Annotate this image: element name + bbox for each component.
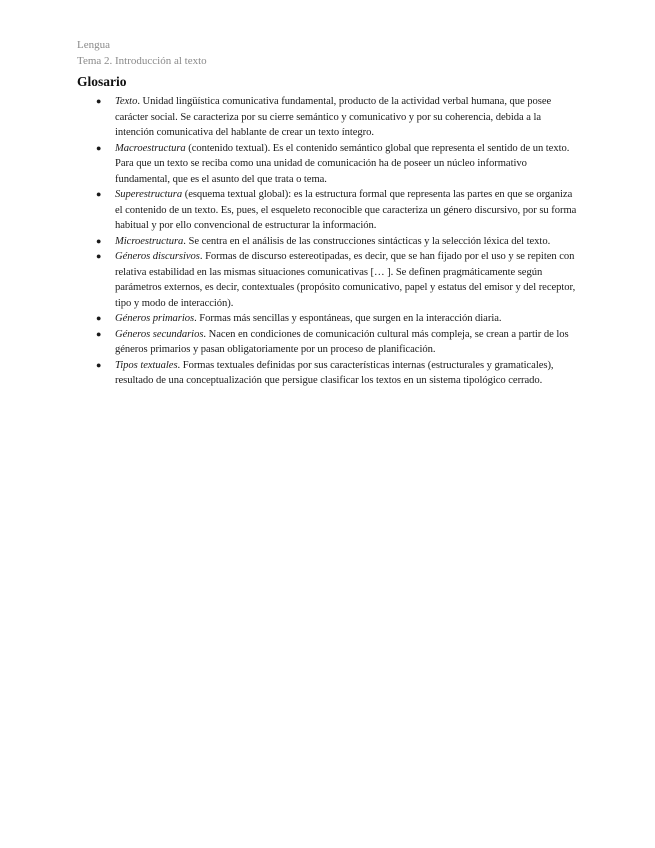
topic-header: Tema 2. Introducción al texto [77, 55, 207, 67]
bullet-icon: ● [96, 96, 102, 106]
glossary-item [77, 358, 582, 389]
bullet-icon: ● [96, 251, 102, 261]
bullet-icon: ● [96, 328, 102, 339]
glossary-item [77, 249, 582, 311]
glossary-term: Texto [115, 96, 138, 107]
bullet-icon: ● [96, 313, 102, 323]
glossary-definition: (esquema textual global): es la estructura formal que representa las partes en que se organiza el contenido de un texto. Es, pues, el esqueleto reconocible que caracteriza un género discursivo, por su forma habitual y por ello convencional de estructurar la información. [115, 189, 577, 231]
bullet-icon: ● [96, 142, 102, 153]
glossary-item [77, 141, 582, 188]
glossary-term: Géneros primarios [115, 313, 195, 324]
glossary-term: Géneros discursivos [115, 251, 200, 262]
glossary-definition: . Formas textuales definidas por sus características internas (estructurales y gramaticales), resultado de una conceptualización que persigue clasificar los textos en un sistema tipológico cerrado. [115, 359, 554, 386]
glossary-definition: . Unidad lingüística comunicativa fundamental, producto de la actividad verbal humana, que posee carácter social. Se caracteriza por su cierre semántico y comunicativo y por su coherencia, debida a la intención comunicativa del hablante de crear un texto íntegro. [115, 96, 552, 138]
glossary-item [77, 234, 582, 250]
glossary-definition: . Nacen en condiciones de comunicación cultural más compleja, se crean a partir de los géneros primarios y pasan obligatoriamente por un proceso de planificación. [115, 328, 569, 355]
glossary-heading: Glosario [77, 74, 127, 89]
glossary-item [77, 327, 582, 358]
glossary-term: Superestructura [115, 189, 183, 200]
glossary-term: Microestructura [115, 235, 184, 247]
glossary-term: Tipos textuales [115, 359, 178, 371]
glossary-item [77, 187, 582, 234]
bullet-icon: ● [96, 359, 102, 370]
glossary-definition: (contenido textual). Es el contenido semántico global que representa el sentido de un texto. Para que un texto se reciba como una unidad de comunicación ha de poseer un núcleo informativo fundamental, que es el asunto del que trata o tema. [115, 142, 570, 185]
glossary-item [77, 311, 582, 327]
document-page [77, 37, 582, 389]
glossary-definition: . Formas más sencillas y espontáneas, que surgen en la interacción diaria. [194, 313, 502, 324]
glossary-term: Macroestructura [115, 142, 186, 154]
glossary-definition: . Formas de discurso estereotipadas, es decir, que se han fijado por el uso y se repiten con relativa estabilidad en las mismas situaciones comunicativas [… ]. Se definen pragmáticamente según parámetros externos, es decir, contextuales (propósito comunicativo, papel y estatus del emisor y del receptor, tipo y modo de interacción). [115, 251, 576, 309]
glossary-item [77, 94, 582, 141]
bullet-icon: ● [96, 189, 102, 199]
glossary-definition: . Se centra en el análisis de las construcciones sintácticas y la selección léxica del texto. [183, 235, 551, 247]
subject-header: Lengua [77, 39, 110, 51]
glossary-term: Géneros secundarios [115, 328, 204, 340]
bullet-icon: ● [96, 235, 102, 246]
glossary-list [77, 94, 582, 389]
